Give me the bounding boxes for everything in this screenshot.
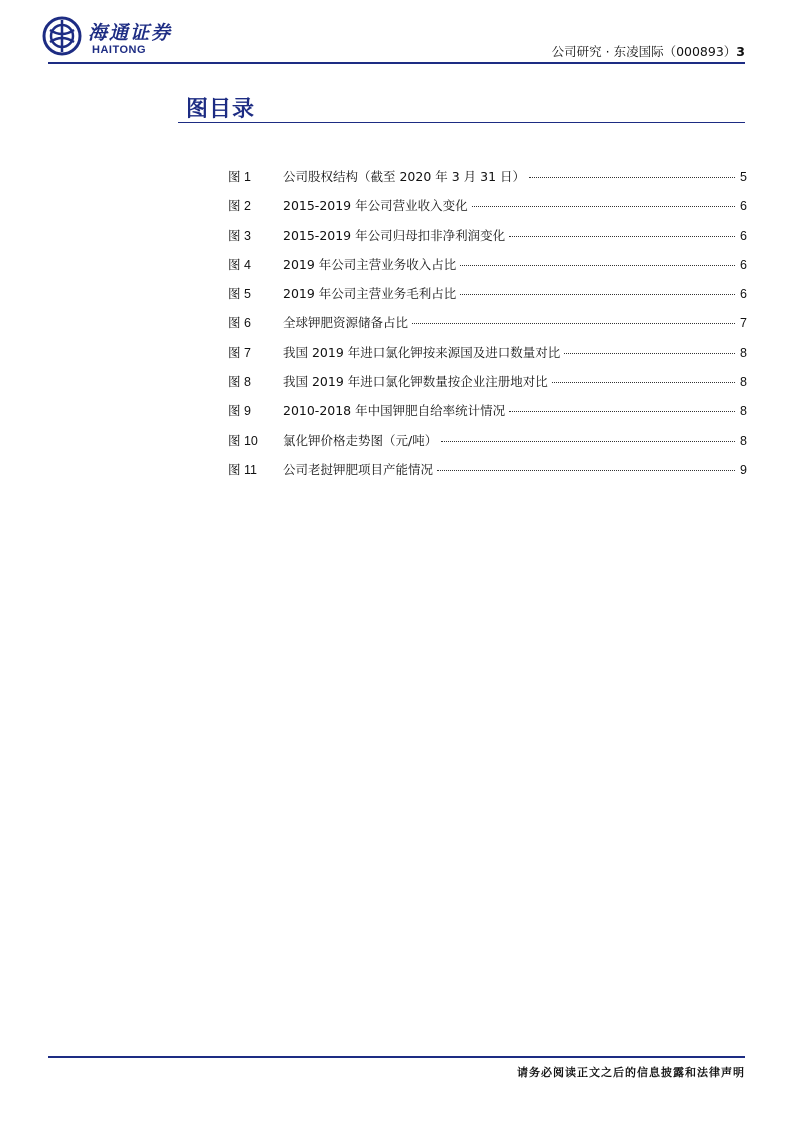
logo-chinese-name: 海通证券 bbox=[88, 22, 173, 44]
leader-dots bbox=[412, 323, 735, 324]
figure-page: 8 bbox=[740, 404, 747, 419]
figure-number: 图 7 bbox=[228, 345, 251, 360]
figure-page: 7 bbox=[740, 316, 747, 331]
figure-page: 8 bbox=[740, 433, 747, 448]
report-info: 公司研究 · 东凌国际（000893） bbox=[551, 44, 737, 59]
toc-entry[interactable] bbox=[228, 196, 747, 225]
header-divider bbox=[48, 62, 745, 64]
toc-entry[interactable] bbox=[228, 431, 747, 460]
figure-title: 公司股权结构（截至 2020 年 3 月 31 日） bbox=[283, 169, 526, 184]
figure-page: 6 bbox=[740, 228, 747, 243]
figure-title: 我国 2019 年进口氯化钾按来源国及进口数量对比 bbox=[283, 344, 561, 360]
figure-title: 2019 年公司主营业务毛利占比 bbox=[283, 286, 457, 302]
figure-title: 我国 2019 年进口氯化钾数量按企业注册地对比 bbox=[283, 374, 548, 390]
toc-entry[interactable] bbox=[228, 167, 747, 196]
toc-title: 图目录 bbox=[186, 96, 256, 122]
figure-number: 图 10 bbox=[228, 433, 258, 448]
leader-dots bbox=[509, 411, 735, 412]
figure-page: 8 bbox=[740, 375, 747, 390]
figure-page: 6 bbox=[740, 287, 747, 302]
leader-dots bbox=[472, 206, 735, 207]
logo-english-name: HAITONG bbox=[92, 44, 147, 56]
toc-entry[interactable] bbox=[228, 343, 747, 372]
figure-page: 8 bbox=[740, 345, 747, 360]
toc-entry[interactable] bbox=[228, 460, 747, 489]
footer-disclaimer: 请务必阅读正文之后的信息披露和法律声明 bbox=[517, 1066, 745, 1079]
leader-dots bbox=[460, 265, 735, 266]
figure-number: 图 1 bbox=[228, 170, 251, 184]
report-header-info bbox=[552, 42, 745, 60]
toc-entry[interactable] bbox=[228, 255, 747, 284]
figure-number: 图 4 bbox=[228, 257, 251, 272]
figure-number: 图 11 bbox=[228, 462, 257, 477]
company-logo bbox=[42, 14, 192, 60]
figure-title: 公司老挝钾肥项目产能情况 bbox=[283, 461, 434, 477]
figure-number: 图 9 bbox=[228, 404, 251, 419]
toc-entry[interactable] bbox=[228, 313, 747, 342]
figure-title: 全球钾肥资源储备占比 bbox=[283, 315, 409, 331]
leader-dots bbox=[437, 470, 735, 471]
figure-title: 2015-2019 年公司归母扣非净利润变化 bbox=[283, 227, 506, 243]
figure-number: 图 6 bbox=[228, 316, 251, 331]
leader-dots bbox=[564, 353, 735, 354]
toc-entry[interactable] bbox=[228, 284, 747, 313]
toc-entry[interactable] bbox=[228, 372, 747, 401]
title-divider bbox=[178, 122, 745, 123]
figure-number: 图 5 bbox=[228, 287, 251, 302]
page-number: 3 bbox=[736, 44, 745, 59]
figure-page: 6 bbox=[740, 257, 747, 272]
toc-entry[interactable] bbox=[228, 401, 747, 430]
leader-dots bbox=[552, 382, 735, 383]
figure-page: 6 bbox=[740, 199, 747, 214]
leader-dots bbox=[529, 177, 735, 178]
figure-number: 图 3 bbox=[228, 228, 251, 243]
leader-dots bbox=[460, 294, 735, 295]
figure-page: 9 bbox=[740, 462, 747, 477]
figure-number: 图 8 bbox=[228, 375, 251, 390]
haitong-emblem-icon bbox=[42, 16, 82, 56]
footer-divider bbox=[48, 1056, 745, 1058]
figure-title: 2015-2019 年公司营业收入变化 bbox=[283, 198, 468, 214]
figure-title: 2019 年公司主营业务收入占比 bbox=[283, 256, 457, 272]
figure-number: 图 2 bbox=[228, 199, 251, 214]
leader-dots bbox=[441, 441, 735, 442]
figure-list bbox=[228, 167, 747, 489]
figure-title: 2010-2018 年中国钾肥自给率统计情况 bbox=[283, 403, 506, 419]
leader-dots bbox=[509, 236, 735, 237]
figure-title: 氯化钾价格走势图（元/吨） bbox=[283, 432, 438, 448]
figure-page: 5 bbox=[740, 170, 747, 184]
toc-entry[interactable] bbox=[228, 226, 747, 255]
